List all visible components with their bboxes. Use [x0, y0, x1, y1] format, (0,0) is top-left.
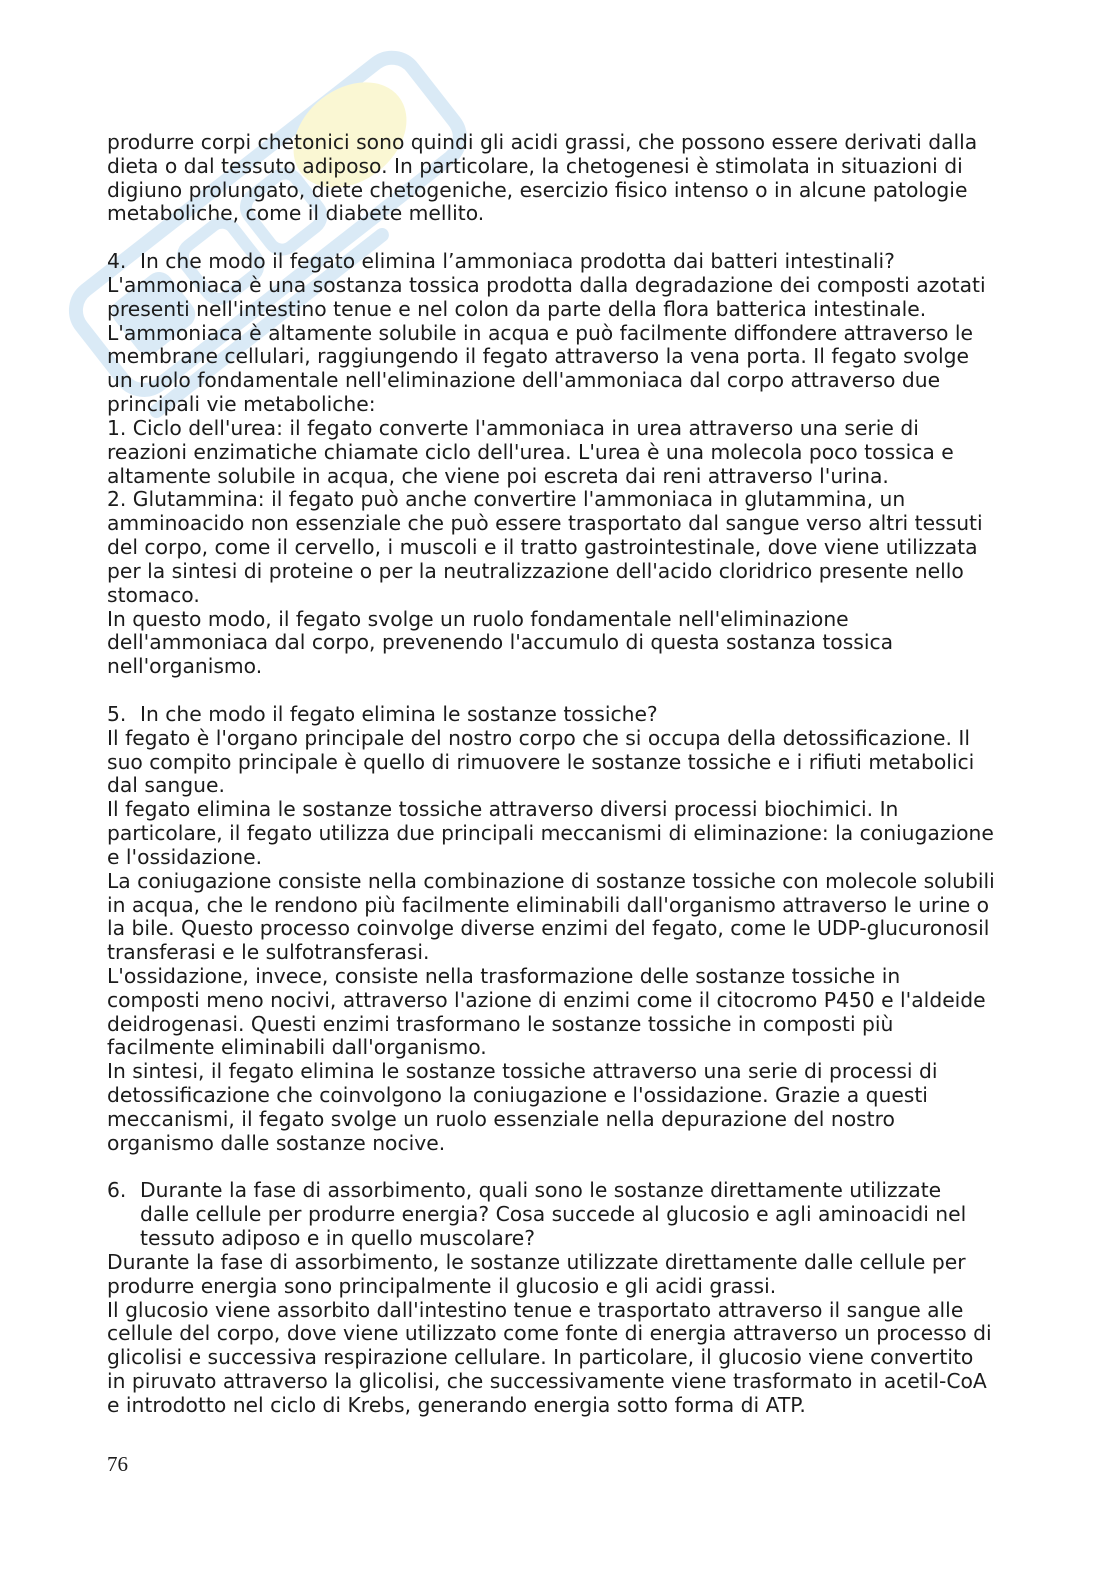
text-line: facilmente eliminabili dall'organismo.	[107, 1035, 487, 1060]
text-line: nell'organismo.	[107, 654, 263, 679]
text-line: 1. Ciclo dell'urea: il fegato converte l'ammoniaca in urea attraverso una serie di	[107, 415, 919, 440]
text-line: stomaco.	[107, 582, 200, 607]
question-4	[107, 250, 1097, 679]
text-line: in piruvato attraverso la glicolisi, che successivamente viene trasformato in acetil-CoA	[107, 1369, 987, 1394]
text-line: deidrogenasi. Questi enzimi trasformano le sostanze tossiche in composti più	[107, 1011, 894, 1036]
question-title-continued: tessuto adiposo e in quello muscolare?	[140, 1226, 535, 1251]
text-line: meccanismi, il fegato svolge un ruolo essenziale nella depurazione del nostro	[107, 1106, 895, 1131]
blank-line	[107, 226, 1097, 250]
text-line: del corpo, come il cervello, i muscoli e il tratto gastrointestinale, dove viene utilizzata	[107, 535, 978, 560]
text-line: L'ammoniaca è altamente solubile in acqua e può facilmente diffondere attraverso le	[107, 320, 973, 345]
question-number: 4.	[107, 249, 127, 274]
text-line: Il glucosio viene assorbito dall'intestino tenue e trasportato attraverso il sangue alle	[107, 1297, 964, 1322]
text-line: in acqua, che le rendono più facilmente eliminabili dall'organismo attraverso le urine o	[107, 892, 990, 917]
text-line: altamente solubile in acqua, che viene poi escreta dai reni attraverso l'urina.	[107, 463, 889, 488]
blank-line	[107, 679, 1097, 703]
text-line: presenti nell'intestino tenue e nel colon da parte della flora batterica intestinale.	[107, 296, 927, 321]
question-title-continued: dalle cellule per produrre energia? Cosa succede al glucosio e agli aminoacidi nel	[140, 1202, 967, 1227]
text-line: detossificazione che coinvolgono la coniugazione e l'ossidazione. Grazie a questi	[107, 1083, 928, 1108]
question-5	[107, 703, 1097, 1156]
page-content	[107, 131, 1097, 1418]
question-number: 5.	[107, 701, 127, 726]
question-number: 6.	[107, 1178, 127, 1203]
text-line: produrre energia sono principalmente il glucosio e gli acidi grassi.	[107, 1273, 777, 1298]
text-line: organismo dalle sostanze nocive.	[107, 1130, 446, 1155]
text-line: glicolisi e successiva respirazione cellulare. In particolare, il glucosio viene convertito	[107, 1345, 974, 1370]
intro-paragraph	[107, 131, 1097, 226]
text-line: composti meno nocivi, attraverso l'azione di enzimi come il citocromo P450 e l'aldeide	[107, 987, 986, 1012]
text-line: membrane cellulari, raggiungendo il fegato attraverso la vena porta. Il fegato svolge	[107, 344, 970, 369]
text-line: particolare, il fegato utilizza due principali meccanismi di eliminazione: la coniugazione	[107, 821, 994, 846]
text-line: per la sintesi di proteine o per la neutralizzazione dell'acido cloridrico presente nello	[107, 558, 964, 583]
question-title: In che modo il fegato elimina le sostanze tossiche?	[140, 701, 658, 726]
text-line: produrre corpi chetonici sono quindi gli acidi grassi, che possono essere derivati dalla	[107, 130, 978, 154]
text-line: In sintesi, il fegato elimina le sostanze tossiche attraverso una serie di processi di	[107, 1059, 938, 1084]
text-line: 2. Glutammina: il fegato può anche convertire l'ammoniaca in glutammina, un	[107, 487, 906, 512]
text-line: suo compito principale è quello di rimuovere le sostanze tossiche e i rifiuti metabolici	[107, 749, 975, 774]
text-line: amminoacido non essenziale che può essere trasportato dal sangue verso altri tessuti	[107, 511, 983, 536]
text-line: principali vie metaboliche:	[107, 392, 376, 417]
text-line: Il fegato è l'organo principale del nostro corpo che si occupa della detossificazione. Il	[107, 725, 971, 750]
text-line: dal sangue.	[107, 773, 225, 798]
text-line: L'ossidazione, invece, consiste nella trasformazione delle sostanze tossiche in	[107, 963, 901, 988]
text-line: L'ammoniaca è una sostanza tossica prodotta dalla degradazione dei composti azotati	[107, 272, 986, 297]
text-line: la bile. Questo processo coinvolge diverse enzimi del fegato, come le UDP-glucuronosil	[107, 916, 990, 941]
text-line: cellule del corpo, dove viene utilizzato come fonte di energia attraverso un processo di	[107, 1321, 992, 1346]
page-number: 76	[107, 1452, 128, 1476]
text-line: e l'ossidazione.	[107, 844, 263, 869]
text-line: transferasi e le sulfotransferasi.	[107, 940, 430, 965]
text-line: e introdotto nel ciclo di Krebs, generando energia sotto forma di ATP.	[107, 1392, 806, 1417]
text-line: digiuno prolungato, diete chetogeniche, esercizio fisico intenso o in alcune patologie	[107, 177, 968, 202]
question-6	[107, 1179, 1097, 1417]
text-line: Durante la fase di assorbimento, le sostanze utilizzate direttamente dalle cellule per	[107, 1249, 966, 1274]
question-heading	[107, 1179, 1097, 1203]
text-line: In questo modo, il fegato svolge un ruolo fondamentale nell'eliminazione	[107, 606, 849, 631]
text-line: dieta o dal tessuto adiposo. In particolare, la chetogenesi è stimolata in situazioni di	[107, 153, 963, 178]
text-line: Il fegato elimina le sostanze tossiche attraverso diversi processi biochimici. In	[107, 797, 899, 822]
question-title: Durante la fase di assorbimento, quali sono le sostanze direttamente utilizzate	[140, 1178, 942, 1203]
question-heading	[107, 250, 1097, 274]
blank-line	[107, 1156, 1097, 1180]
text-line: La coniugazione consiste nella combinazione di sostanze tossiche con molecole solubili	[107, 868, 995, 893]
text-line: dell'ammoniaca dal corpo, prevenendo l'accumulo di questa sostanza tossica	[107, 630, 894, 655]
question-title: In che modo il fegato elimina l’ammoniaca prodotta dai batteri intestinali?	[140, 249, 895, 274]
text-line: reazioni enzimatiche chiamate ciclo dell'urea. L'urea è una molecola poco tossica e	[107, 439, 954, 464]
text-line: metaboliche, come il diabete mellito.	[107, 201, 485, 226]
question-heading	[107, 703, 1097, 727]
text-line: un ruolo fondamentale nell'eliminazione dell'ammoniaca dal corpo attraverso due	[107, 368, 941, 393]
